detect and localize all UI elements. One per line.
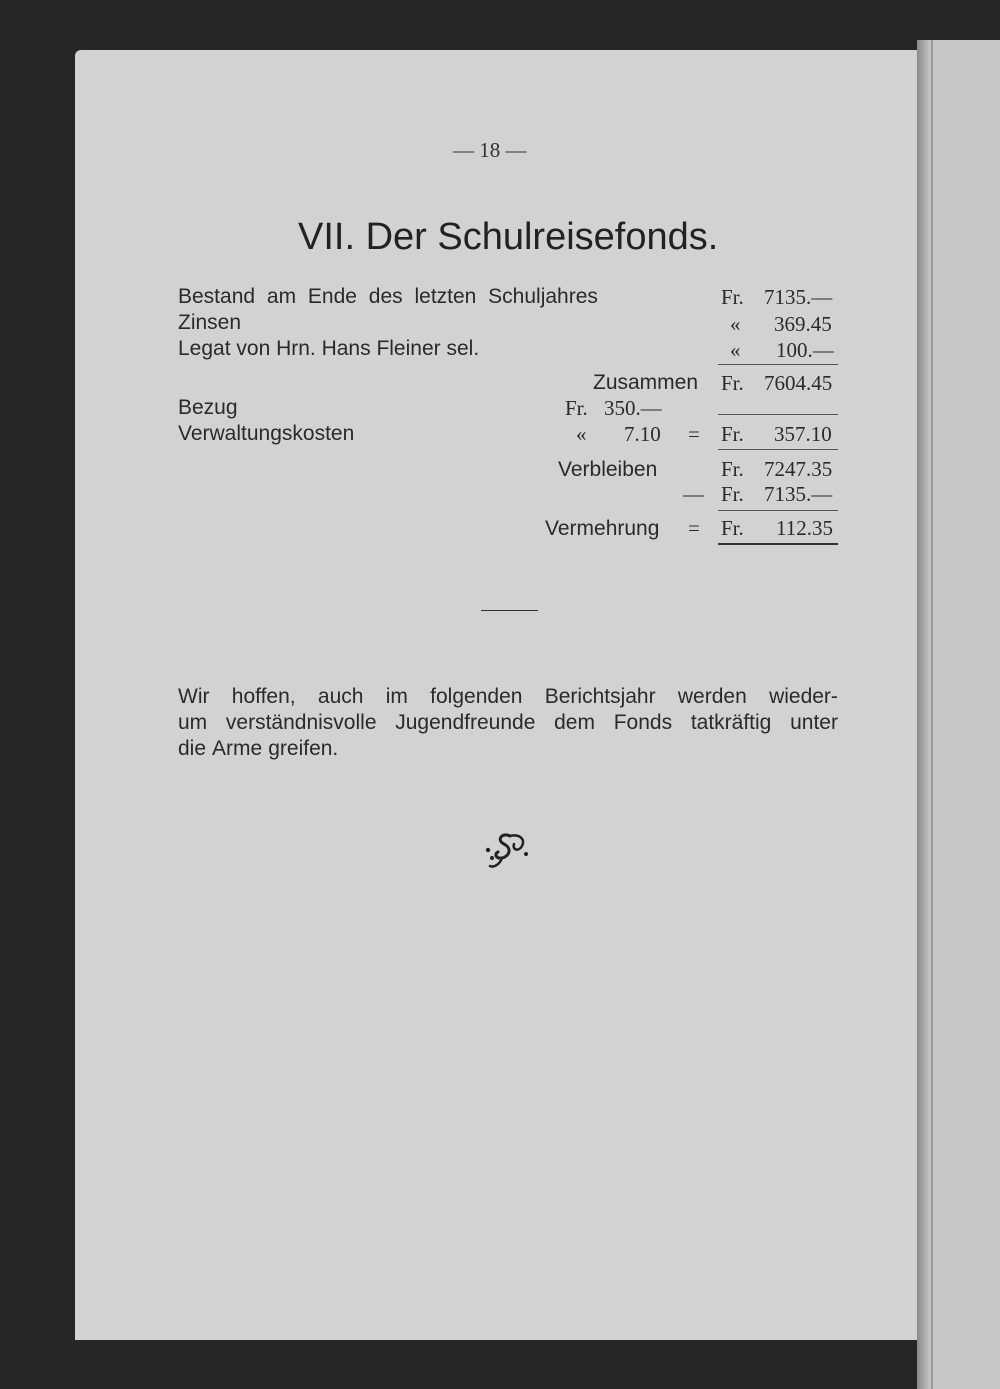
closing-line-2 (178, 710, 838, 736)
ledger-amount-legat: 100.— (776, 338, 834, 362)
word: verständnisvolle (225, 711, 377, 734)
minus-currency: Fr. (721, 482, 744, 506)
ledger-amount-bestand: 7135.— (764, 285, 833, 309)
word: Wir (178, 685, 210, 708)
page-gutter-shadow (917, 40, 931, 1389)
subtotal-currency: Fr. (721, 371, 744, 395)
subtotal-label: Zusammen (593, 371, 699, 394)
word: wieder- (769, 685, 838, 708)
remaining-currency: Fr. (721, 457, 744, 481)
word: werden (677, 685, 747, 708)
facing-page-edge (917, 40, 1000, 1389)
section-title: VII. Der Schulreisefonds. (298, 216, 719, 258)
word: folgenden (430, 685, 523, 708)
section-separator (481, 610, 538, 611)
minus-amount: 7135.— (764, 482, 833, 506)
ledger-label-legat: Legat von Hrn. Hans Fleiner sel. (178, 337, 480, 360)
deduction-currency-bezug: Fr. (565, 396, 588, 420)
ledger-amount-zinsen: 369.45 (774, 312, 832, 336)
final-total-rule (718, 543, 838, 545)
ledger-currency-bestand: Fr. (721, 285, 744, 309)
word: Fonds (613, 711, 673, 734)
ledger-label-bestand: Bestand am Ende des letzten Schuljahres (178, 285, 598, 308)
increase-label: Vermehrung (545, 517, 660, 540)
ledger-currency-legat: « (730, 338, 741, 362)
word: auch (317, 685, 364, 708)
subtotal-rule (718, 364, 838, 365)
word: unter (790, 711, 838, 734)
closing-paragraph (178, 684, 838, 762)
deduction-currency-verwaltung: « (576, 422, 587, 446)
increase-equals: = (688, 516, 700, 540)
deduction-label-bezug: Bezug (178, 396, 238, 419)
deduction-amount-bezug: 350.— (604, 396, 662, 420)
closing-line-3 (178, 736, 838, 762)
word: im (385, 685, 408, 708)
increase-currency: Fr. (721, 516, 744, 540)
deduction-label-verwaltung: Verwaltungskosten (178, 422, 355, 445)
page-fold-line (931, 40, 933, 1389)
page-number: — 18 — (453, 138, 527, 162)
ledger-currency-zinsen: « (730, 312, 741, 336)
word: die (178, 737, 207, 760)
word: greifen. (268, 737, 339, 760)
word: tatkräftig (690, 711, 772, 734)
word: dem (554, 711, 595, 734)
word: hoffen, (231, 685, 296, 708)
deduction-total-amount: 357.10 (774, 422, 832, 446)
word: Berichtsjahr (544, 685, 656, 708)
increase-amount: 112.35 (776, 516, 833, 540)
word: um (178, 711, 208, 734)
increase-rule (718, 510, 838, 511)
remaining-label: Verbleiben (558, 458, 658, 481)
closing-line-1 (178, 684, 838, 710)
remaining-amount: 7247.35 (764, 457, 833, 481)
ledger-label-zinsen: Zinsen (178, 311, 242, 334)
deduction-subtotal-rule (718, 414, 838, 415)
subtotal-amount: 7604.45 (764, 371, 833, 395)
word: Jugendfreunde (395, 711, 536, 734)
deduction-total-currency: Fr. (721, 422, 744, 446)
fleuron-ornament-icon (480, 828, 536, 877)
word: Arme (212, 737, 263, 760)
remaining-rule (718, 449, 838, 450)
minus-sign: — (683, 482, 704, 506)
deduction-amount-verwaltung: 7.10 (624, 422, 661, 446)
deduction-total-equals: = (688, 422, 700, 446)
